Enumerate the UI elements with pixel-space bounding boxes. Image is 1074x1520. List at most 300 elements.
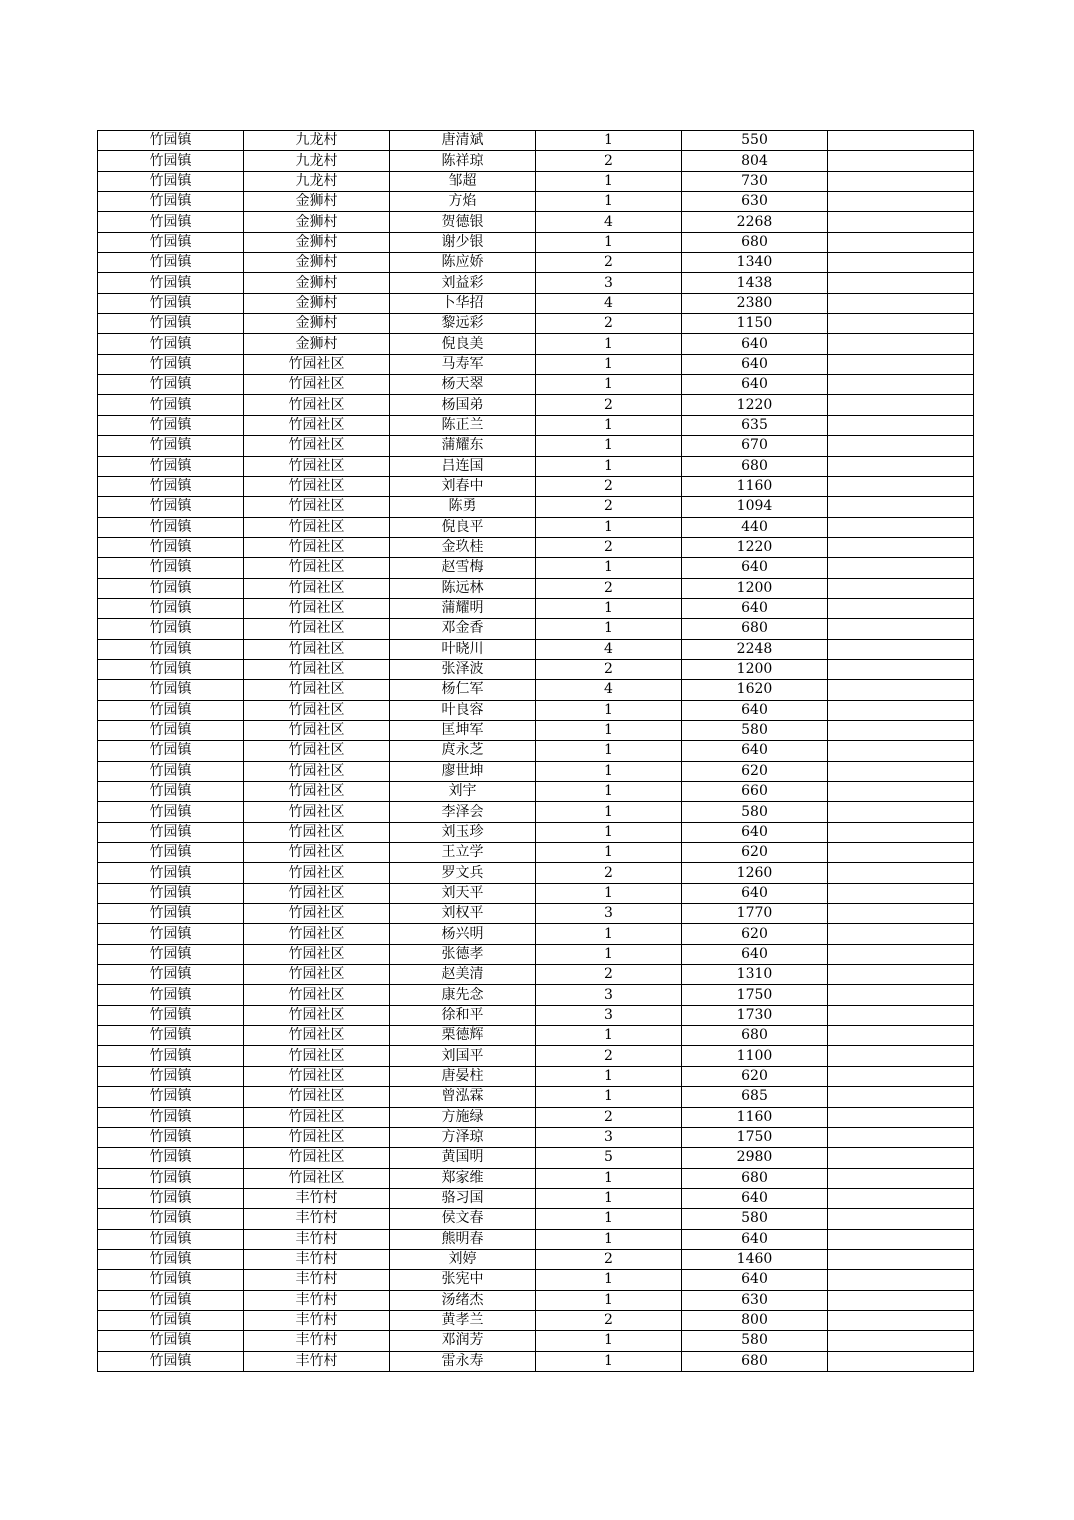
name-cell: 倪良平: [390, 517, 536, 537]
household-size-cell: 4: [536, 212, 682, 232]
amount-cell: 2268: [682, 212, 828, 232]
town-cell: 竹园镇: [98, 354, 244, 374]
name-cell: 徐和平: [390, 1005, 536, 1025]
town-cell: 竹园镇: [98, 273, 244, 293]
village-cell: 竹园社区: [244, 395, 390, 415]
household-size-cell: 4: [536, 293, 682, 313]
amount-cell: 640: [682, 1229, 828, 1249]
name-cell: 杨兴明: [390, 924, 536, 944]
town-cell: 竹园镇: [98, 497, 244, 517]
town-cell: 竹园镇: [98, 1005, 244, 1025]
household-size-cell: 1: [536, 171, 682, 191]
village-cell: 竹园社区: [244, 1148, 390, 1168]
name-cell: 庹永芝: [390, 741, 536, 761]
table-row: [98, 802, 974, 822]
table-row: [98, 924, 974, 944]
amount-cell: 640: [682, 883, 828, 903]
table-row: [98, 904, 974, 924]
table-row: [98, 1168, 974, 1188]
amount-cell: 580: [682, 1331, 828, 1351]
amount-cell: 1750: [682, 985, 828, 1005]
village-cell: 竹园社区: [244, 924, 390, 944]
amount-cell: 620: [682, 843, 828, 863]
amount-cell: 640: [682, 1188, 828, 1208]
household-size-cell: 1: [536, 802, 682, 822]
town-cell: 竹园镇: [98, 232, 244, 252]
remark-cell: [828, 598, 974, 618]
table-row: [98, 354, 974, 374]
table-row: [98, 578, 974, 598]
amount-cell: 1438: [682, 273, 828, 293]
name-cell: 陈正兰: [390, 415, 536, 435]
town-cell: 竹园镇: [98, 1188, 244, 1208]
village-cell: 竹园社区: [244, 1087, 390, 1107]
town-cell: 竹园镇: [98, 680, 244, 700]
remark-cell: [828, 1127, 974, 1147]
household-size-cell: 1: [536, 822, 682, 842]
remark-cell: [828, 1270, 974, 1290]
remark-cell: [828, 1168, 974, 1188]
town-cell: 竹园镇: [98, 1209, 244, 1229]
village-cell: 竹园社区: [244, 822, 390, 842]
amount-cell: 1094: [682, 497, 828, 517]
name-cell: 李泽会: [390, 802, 536, 822]
table-row: [98, 639, 974, 659]
household-size-cell: 1: [536, 131, 682, 151]
remark-cell: [828, 171, 974, 191]
village-cell: 竹园社区: [244, 700, 390, 720]
remark-cell: [828, 1351, 974, 1371]
remark-cell: [828, 1026, 974, 1046]
name-cell: 刘宇: [390, 782, 536, 802]
remark-cell: [828, 944, 974, 964]
remark-cell: [828, 1331, 974, 1351]
name-cell: 骆习国: [390, 1188, 536, 1208]
household-size-cell: 1: [536, 1066, 682, 1086]
village-cell: 竹园社区: [244, 497, 390, 517]
table-row: [98, 131, 974, 151]
town-cell: 竹园镇: [98, 659, 244, 679]
remark-cell: [828, 314, 974, 334]
town-cell: 竹园镇: [98, 720, 244, 740]
remark-cell: [828, 619, 974, 639]
remark-cell: [828, 537, 974, 557]
name-cell: 刘国平: [390, 1046, 536, 1066]
household-size-cell: 1: [536, 1229, 682, 1249]
village-cell: 竹园社区: [244, 476, 390, 496]
town-cell: 竹园镇: [98, 1249, 244, 1269]
town-cell: 竹园镇: [98, 171, 244, 191]
village-cell: 丰竹村: [244, 1188, 390, 1208]
amount-cell: 640: [682, 354, 828, 374]
table-row: [98, 456, 974, 476]
village-cell: 竹园社区: [244, 558, 390, 578]
table-row: [98, 253, 974, 273]
household-size-cell: 2: [536, 578, 682, 598]
name-cell: 张宪中: [390, 1270, 536, 1290]
table-row: [98, 171, 974, 191]
household-size-cell: 1: [536, 782, 682, 802]
household-size-cell: 2: [536, 659, 682, 679]
table-row: [98, 680, 974, 700]
remark-cell: [828, 1107, 974, 1127]
amount-cell: 2980: [682, 1148, 828, 1168]
town-cell: 竹园镇: [98, 314, 244, 334]
table-row: [98, 761, 974, 781]
remark-cell: [828, 1087, 974, 1107]
village-cell: 竹园社区: [244, 537, 390, 557]
remark-cell: [828, 1310, 974, 1330]
village-cell: 竹园社区: [244, 761, 390, 781]
table-row: [98, 741, 974, 761]
remark-cell: [828, 1249, 974, 1269]
amount-cell: 1750: [682, 1127, 828, 1147]
name-cell: 刘天平: [390, 883, 536, 903]
amount-cell: 1260: [682, 863, 828, 883]
table-row: [98, 1209, 974, 1229]
household-size-cell: 1: [536, 1209, 682, 1229]
household-size-cell: 1: [536, 1351, 682, 1371]
name-cell: 康先念: [390, 985, 536, 1005]
amount-cell: 1200: [682, 578, 828, 598]
household-size-cell: 1: [536, 598, 682, 618]
town-cell: 竹园镇: [98, 1270, 244, 1290]
town-cell: 竹园镇: [98, 456, 244, 476]
town-cell: 竹园镇: [98, 1127, 244, 1147]
town-cell: 竹园镇: [98, 334, 244, 354]
table-row: [98, 334, 974, 354]
village-cell: 金狮村: [244, 293, 390, 313]
table-row: [98, 863, 974, 883]
village-cell: 丰竹村: [244, 1229, 390, 1249]
remark-cell: [828, 802, 974, 822]
household-size-cell: 1: [536, 192, 682, 212]
household-size-cell: 1: [536, 700, 682, 720]
household-size-cell: 3: [536, 273, 682, 293]
village-cell: 竹园社区: [244, 436, 390, 456]
village-cell: 金狮村: [244, 253, 390, 273]
town-cell: 竹园镇: [98, 883, 244, 903]
name-cell: 赵雪梅: [390, 558, 536, 578]
remark-cell: [828, 1066, 974, 1086]
village-cell: 九龙村: [244, 171, 390, 191]
household-size-cell: 2: [536, 314, 682, 334]
name-cell: 黄国明: [390, 1148, 536, 1168]
table-row: [98, 436, 974, 456]
town-cell: 竹园镇: [98, 944, 244, 964]
table-row: [98, 1351, 974, 1371]
village-cell: 丰竹村: [244, 1331, 390, 1351]
town-cell: 竹园镇: [98, 741, 244, 761]
table-row: [98, 1005, 974, 1025]
remark-cell: [828, 476, 974, 496]
name-cell: 张德孝: [390, 944, 536, 964]
town-cell: 竹园镇: [98, 1046, 244, 1066]
household-size-cell: 5: [536, 1148, 682, 1168]
name-cell: 黄孝兰: [390, 1310, 536, 1330]
village-cell: 竹园社区: [244, 965, 390, 985]
household-size-cell: 2: [536, 537, 682, 557]
amount-cell: 1160: [682, 1107, 828, 1127]
amount-cell: 800: [682, 1310, 828, 1330]
household-size-cell: 1: [536, 1290, 682, 1310]
table-row: [98, 192, 974, 212]
name-cell: 唐清斌: [390, 131, 536, 151]
table-row: [98, 517, 974, 537]
amount-cell: 680: [682, 1026, 828, 1046]
name-cell: 蒲耀明: [390, 598, 536, 618]
name-cell: 卜华招: [390, 293, 536, 313]
table-row: [98, 395, 974, 415]
remark-cell: [828, 782, 974, 802]
remark-cell: [828, 761, 974, 781]
town-cell: 竹园镇: [98, 1066, 244, 1086]
town-cell: 竹园镇: [98, 1331, 244, 1351]
name-cell: 刘益彩: [390, 273, 536, 293]
town-cell: 竹园镇: [98, 1229, 244, 1249]
amount-cell: 680: [682, 456, 828, 476]
town-cell: 竹园镇: [98, 436, 244, 456]
amount-cell: 804: [682, 151, 828, 171]
town-cell: 竹园镇: [98, 761, 244, 781]
amount-cell: 680: [682, 1168, 828, 1188]
amount-cell: 1770: [682, 904, 828, 924]
remark-cell: [828, 375, 974, 395]
amount-cell: 550: [682, 131, 828, 151]
amount-cell: 640: [682, 822, 828, 842]
town-cell: 竹园镇: [98, 965, 244, 985]
town-cell: 竹园镇: [98, 1168, 244, 1188]
town-cell: 竹园镇: [98, 1290, 244, 1310]
amount-cell: 1160: [682, 476, 828, 496]
name-cell: 陈远林: [390, 578, 536, 598]
amount-cell: 635: [682, 415, 828, 435]
remark-cell: [828, 517, 974, 537]
household-size-cell: 2: [536, 151, 682, 171]
remark-cell: [828, 334, 974, 354]
amount-cell: 440: [682, 517, 828, 537]
name-cell: 杨天翠: [390, 375, 536, 395]
name-cell: 邹超: [390, 171, 536, 191]
table-row: [98, 1046, 974, 1066]
household-size-cell: 4: [536, 639, 682, 659]
name-cell: 刘玉珍: [390, 822, 536, 842]
table-row: [98, 1066, 974, 1086]
village-cell: 竹园社区: [244, 1168, 390, 1188]
household-size-cell: 2: [536, 476, 682, 496]
remark-cell: [828, 924, 974, 944]
table-row: [98, 415, 974, 435]
village-cell: 丰竹村: [244, 1249, 390, 1269]
town-cell: 竹园镇: [98, 985, 244, 1005]
village-cell: 竹园社区: [244, 985, 390, 1005]
village-cell: 竹园社区: [244, 1107, 390, 1127]
town-cell: 竹园镇: [98, 517, 244, 537]
table-row: [98, 375, 974, 395]
name-cell: 栗德辉: [390, 1026, 536, 1046]
name-cell: 赵美清: [390, 965, 536, 985]
remark-cell: [828, 1005, 974, 1025]
household-size-cell: 1: [536, 334, 682, 354]
household-size-cell: 1: [536, 1087, 682, 1107]
village-cell: 金狮村: [244, 232, 390, 252]
remark-cell: [828, 1188, 974, 1208]
household-size-cell: 2: [536, 497, 682, 517]
amount-cell: 640: [682, 598, 828, 618]
name-cell: 廖世坤: [390, 761, 536, 781]
remark-cell: [828, 293, 974, 313]
town-cell: 竹园镇: [98, 1107, 244, 1127]
table-row: [98, 619, 974, 639]
table-row: [98, 151, 974, 171]
town-cell: 竹园镇: [98, 1351, 244, 1371]
household-size-cell: 2: [536, 1046, 682, 1066]
village-cell: 竹园社区: [244, 375, 390, 395]
town-cell: 竹园镇: [98, 619, 244, 639]
town-cell: 竹园镇: [98, 822, 244, 842]
household-size-cell: 2: [536, 253, 682, 273]
table-row: [98, 1026, 974, 1046]
amount-cell: 1730: [682, 1005, 828, 1025]
village-cell: 九龙村: [244, 131, 390, 151]
village-cell: 竹园社区: [244, 741, 390, 761]
remark-cell: [828, 151, 974, 171]
amount-cell: 630: [682, 192, 828, 212]
village-cell: 金狮村: [244, 273, 390, 293]
amount-cell: 680: [682, 1351, 828, 1371]
town-cell: 竹园镇: [98, 1087, 244, 1107]
name-cell: 邓金香: [390, 619, 536, 639]
amount-cell: 1620: [682, 680, 828, 700]
household-size-cell: 1: [536, 883, 682, 903]
table-row: [98, 1188, 974, 1208]
name-cell: 罗文兵: [390, 863, 536, 883]
amount-cell: 630: [682, 1290, 828, 1310]
household-size-cell: 1: [536, 1270, 682, 1290]
remark-cell: [828, 192, 974, 212]
town-cell: 竹园镇: [98, 131, 244, 151]
amount-cell: 1150: [682, 314, 828, 334]
remark-cell: [828, 720, 974, 740]
household-size-cell: 1: [536, 944, 682, 964]
name-cell: 汤绪杰: [390, 1290, 536, 1310]
household-size-cell: 1: [536, 558, 682, 578]
household-size-cell: 1: [536, 761, 682, 781]
remark-cell: [828, 883, 974, 903]
village-cell: 竹园社区: [244, 354, 390, 374]
table-row: [98, 1127, 974, 1147]
town-cell: 竹园镇: [98, 863, 244, 883]
amount-cell: 640: [682, 558, 828, 578]
table-row: [98, 659, 974, 679]
amount-cell: 580: [682, 802, 828, 822]
amount-cell: 1200: [682, 659, 828, 679]
name-cell: 倪良美: [390, 334, 536, 354]
table-row: [98, 598, 974, 618]
name-cell: 唐晏柱: [390, 1066, 536, 1086]
remark-cell: [828, 1046, 974, 1066]
town-cell: 竹园镇: [98, 1026, 244, 1046]
village-cell: 金狮村: [244, 314, 390, 334]
remark-cell: [828, 843, 974, 863]
name-cell: 杨国弟: [390, 395, 536, 415]
name-cell: 刘婷: [390, 1249, 536, 1269]
amount-cell: 640: [682, 700, 828, 720]
table-row: [98, 1107, 974, 1127]
village-cell: 丰竹村: [244, 1270, 390, 1290]
village-cell: 竹园社区: [244, 720, 390, 740]
table-row: [98, 537, 974, 557]
name-cell: 刘春中: [390, 476, 536, 496]
village-cell: 丰竹村: [244, 1351, 390, 1371]
town-cell: 竹园镇: [98, 802, 244, 822]
village-cell: 竹园社区: [244, 517, 390, 537]
village-cell: 竹园社区: [244, 944, 390, 964]
remark-cell: [828, 578, 974, 598]
remark-cell: [828, 965, 974, 985]
name-cell: 叶良容: [390, 700, 536, 720]
town-cell: 竹园镇: [98, 700, 244, 720]
village-cell: 竹园社区: [244, 1046, 390, 1066]
data-table: [97, 130, 974, 1372]
table-row: [98, 1331, 974, 1351]
town-cell: 竹园镇: [98, 395, 244, 415]
remark-cell: [828, 1229, 974, 1249]
village-cell: 丰竹村: [244, 1209, 390, 1229]
table-row: [98, 476, 974, 496]
name-cell: 陈勇: [390, 497, 536, 517]
name-cell: 叶晓川: [390, 639, 536, 659]
remark-cell: [828, 1148, 974, 1168]
village-cell: 丰竹村: [244, 1310, 390, 1330]
name-cell: 陈祥琼: [390, 151, 536, 171]
household-size-cell: 1: [536, 619, 682, 639]
name-cell: 张泽波: [390, 659, 536, 679]
amount-cell: 640: [682, 334, 828, 354]
remark-cell: [828, 985, 974, 1005]
remark-cell: [828, 700, 974, 720]
table-row: [98, 273, 974, 293]
town-cell: 竹园镇: [98, 192, 244, 212]
household-size-cell: 1: [536, 375, 682, 395]
household-size-cell: 1: [536, 415, 682, 435]
name-cell: 方焰: [390, 192, 536, 212]
name-cell: 杨仁军: [390, 680, 536, 700]
table-body: [98, 131, 974, 1372]
name-cell: 郑家维: [390, 1168, 536, 1188]
household-size-cell: 1: [536, 843, 682, 863]
amount-cell: 660: [682, 782, 828, 802]
table-row: [98, 822, 974, 842]
town-cell: 竹园镇: [98, 843, 244, 863]
village-cell: 竹园社区: [244, 802, 390, 822]
town-cell: 竹园镇: [98, 1310, 244, 1330]
table-row: [98, 232, 974, 252]
town-cell: 竹园镇: [98, 558, 244, 578]
remark-cell: [828, 436, 974, 456]
village-cell: 竹园社区: [244, 680, 390, 700]
amount-cell: 2380: [682, 293, 828, 313]
household-size-cell: 1: [536, 1331, 682, 1351]
household-size-cell: 2: [536, 863, 682, 883]
table-row: [98, 314, 974, 334]
town-cell: 竹园镇: [98, 253, 244, 273]
remark-cell: [828, 456, 974, 476]
town-cell: 竹园镇: [98, 904, 244, 924]
town-cell: 竹园镇: [98, 476, 244, 496]
remark-cell: [828, 822, 974, 842]
amount-cell: 640: [682, 741, 828, 761]
